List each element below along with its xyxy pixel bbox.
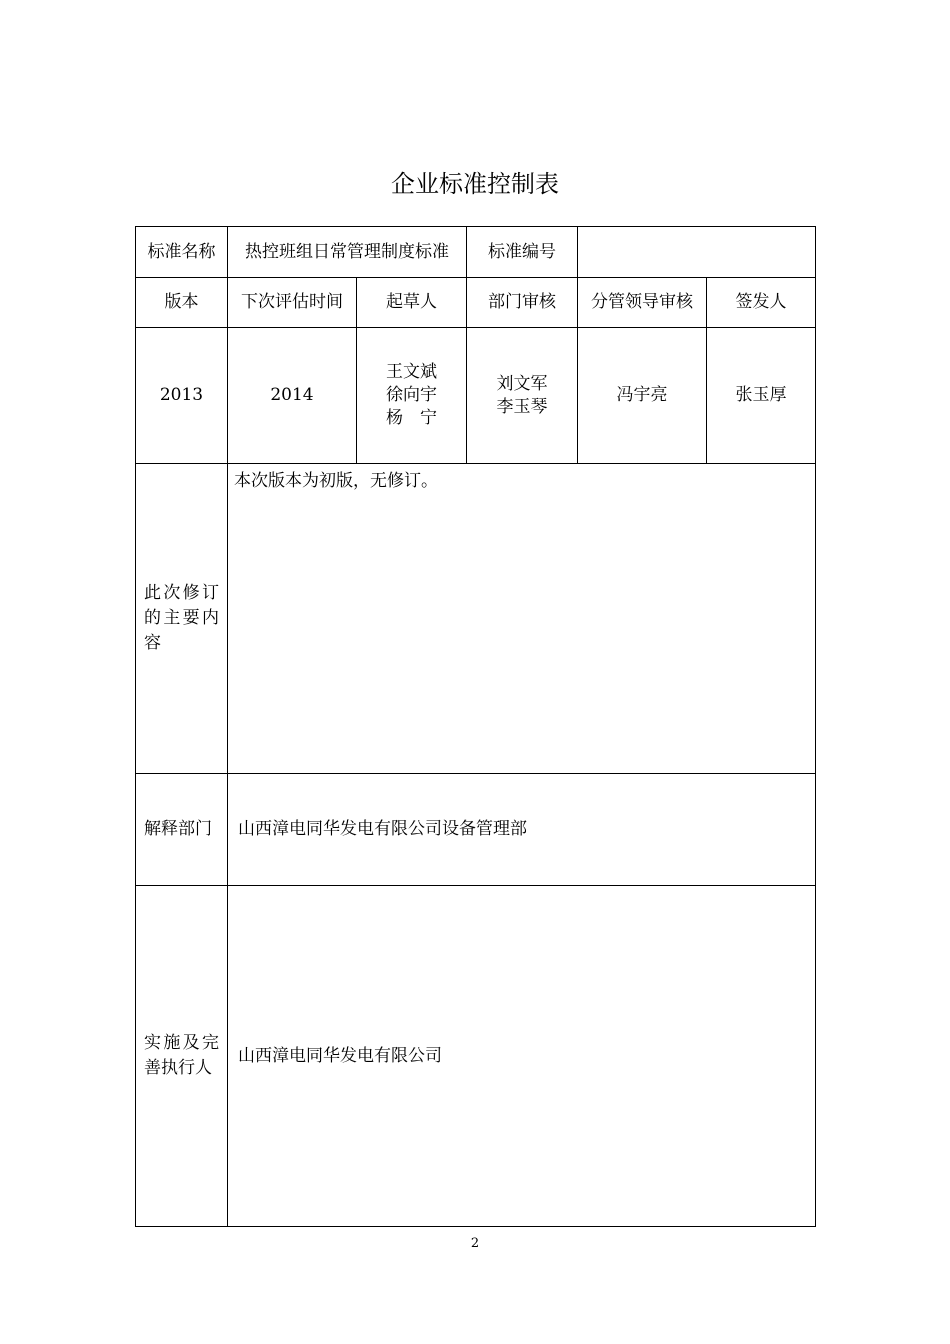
drafter-name: 王文斌 <box>386 362 437 382</box>
issuer-value: 张玉厚 <box>707 328 816 464</box>
standard-name-row <box>136 227 816 278</box>
standard-code-value <box>578 227 816 278</box>
implementation-content: 山西漳电同华发电有限公司 <box>228 886 816 1227</box>
interpretation-content: 山西漳电同华发电有限公司设备管理部 <box>228 774 816 886</box>
leader-review-header: 分管领导审核 <box>578 278 707 328</box>
values-row <box>136 328 816 464</box>
drafter-name: 杨 宁 <box>386 408 437 428</box>
version-header: 版本 <box>136 278 228 328</box>
header-row <box>136 278 816 328</box>
standard-name-label: 标准名称 <box>136 227 228 278</box>
next-eval-value: 2014 <box>228 328 357 464</box>
dept-reviewers-cell <box>467 328 578 464</box>
dept-reviewer-name: 刘文军 <box>496 373 548 394</box>
control-table <box>135 226 816 1227</box>
implementation-label: 实施及完善执行人 <box>136 886 228 1227</box>
implementation-row <box>136 886 816 1227</box>
dept-reviewer-name: 李玉琴 <box>496 396 548 417</box>
revision-row <box>136 464 816 774</box>
version-value: 2013 <box>136 328 228 464</box>
issuer-header: 签发人 <box>707 278 816 328</box>
standard-code-label: 标准编号 <box>467 227 578 278</box>
drafter-header: 起草人 <box>357 278 467 328</box>
standard-name-value: 热控班组日常管理制度标准 <box>228 227 467 278</box>
drafters-cell <box>357 328 467 464</box>
page-number: 2 <box>470 1236 480 1251</box>
leader-reviewer-value: 冯宇亮 <box>578 328 707 464</box>
next-eval-header: 下次评估时间 <box>228 278 357 328</box>
page-title: 企业标准控制表 <box>391 170 559 198</box>
revision-label: 此次修订的主要内容 <box>136 464 228 774</box>
drafter-name: 徐向宇 <box>386 385 437 405</box>
interpretation-label: 解释部门 <box>136 774 228 886</box>
dept-review-header: 部门审核 <box>467 278 578 328</box>
revision-content: 本次版本为初版，无修订。 <box>228 464 816 774</box>
interpretation-row <box>136 774 816 886</box>
